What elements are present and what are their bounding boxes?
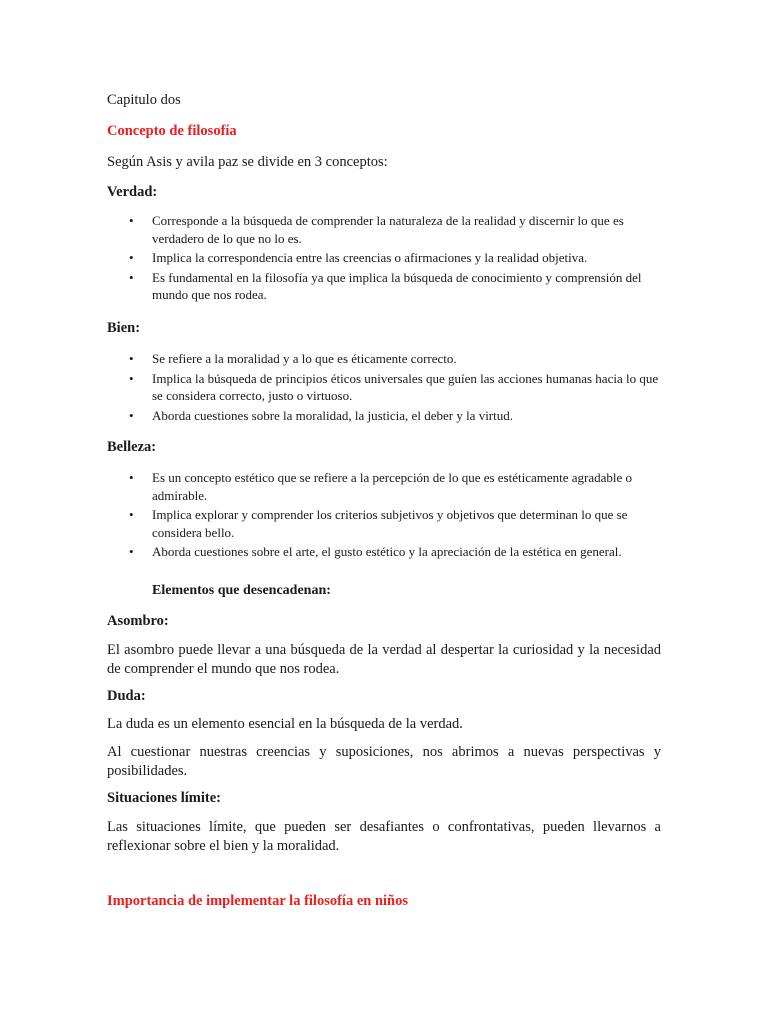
element-paragraph-asombro: El asombro puede llevar a una búsqueda de la verdad al despertar la curiosidad y la necesidad de comprender el mundo que nos rodea.	[107, 642, 661, 677]
chapter-label: Capitulo dos	[107, 92, 181, 108]
list-item	[107, 212, 661, 247]
list-item	[107, 370, 661, 405]
bullet-icon: •	[129, 370, 134, 386]
next-section-title: Importancia de implementar la filosofía en niños	[107, 893, 409, 909]
list-item	[107, 506, 661, 541]
list-item	[107, 350, 661, 368]
concept-list-belleza	[107, 469, 661, 563]
intro-paragraph: Según Asis y avila paz se divide en 3 conceptos:	[107, 154, 388, 170]
bullet-icon: •	[129, 250, 134, 265]
concept-term-belleza: Belleza:	[107, 439, 157, 455]
bullet-icon: •	[129, 351, 134, 366]
element-term-asombro: Asombro:	[107, 613, 169, 629]
concept-list-verdad	[107, 212, 661, 306]
element-term-situaciones-limite: Situaciones límite:	[107, 790, 221, 806]
bullet-icon: •	[129, 269, 134, 285]
list-item-text: Corresponde a la búsqueda de comprender la naturaleza de la realidad y discernir lo que es verdadero de lo que no lo es.	[152, 213, 624, 246]
concept-term-verdad: Verdad:	[107, 184, 158, 200]
bullet-icon: •	[129, 507, 134, 522]
concept-term-bien: Bien:	[107, 320, 141, 336]
bullet-icon: •	[129, 213, 134, 228]
list-item-text: Implica explorar y comprender los criterios subjetivos y objetivos que determinan lo que se considera bello.	[152, 507, 628, 540]
list-item-text: Aborda cuestiones sobre el arte, el gusto estético y la apreciación de la estética en general.	[152, 544, 622, 559]
element-paragraph-situaciones-limite: Las situaciones límite, que pueden ser desafiantes o confrontativas, pueden llevarnos a reflexionar sobre el bien y la moralidad.	[107, 819, 661, 854]
bullet-icon: •	[129, 544, 134, 559]
list-item-text: Es un concepto estético que se refiere a la percepción de lo que es estéticamente agradable o admirable.	[152, 470, 633, 503]
list-item	[107, 543, 661, 561]
bullet-icon: •	[129, 470, 134, 485]
list-item-text: Se refiere a la moralidad y a lo que es éticamente correcto.	[152, 351, 457, 366]
section-title: Concepto de filosofía	[107, 123, 237, 139]
list-item-text: Implica la correspondencia entre las creencias o afirmaciones y la realidad objetiva.	[152, 250, 588, 265]
list-item	[107, 249, 661, 267]
list-item	[107, 407, 661, 425]
list-item-text: Es fundamental en la filosofía ya que implica la búsqueda de conocimiento y comprensión del mundo que nos rodea.	[152, 269, 642, 302]
list-item-text: Aborda cuestiones sobre la moralidad, la justicia, el deber y la virtud.	[152, 407, 513, 423]
element-paragraph-duda-1: La duda es un elemento esencial en la búsqueda de la verdad.	[107, 716, 463, 732]
list-item	[107, 469, 661, 504]
bullet-icon: •	[129, 407, 134, 423]
element-paragraph-duda-2: Al cuestionar nuestras creencias y suposiciones, nos abrimos a nuevas perspectivas y posibilidades.	[107, 744, 661, 779]
list-item-text: Implica la búsqueda de principios éticos universales que guíen las acciones humanas hacia lo que se considera correcto, justo o virtuoso.	[152, 370, 659, 403]
element-term-duda: Duda:	[107, 688, 146, 704]
concept-list-bien	[107, 350, 661, 426]
elements-title: Elementos que desencadenan:	[152, 583, 331, 598]
list-item	[107, 269, 661, 304]
